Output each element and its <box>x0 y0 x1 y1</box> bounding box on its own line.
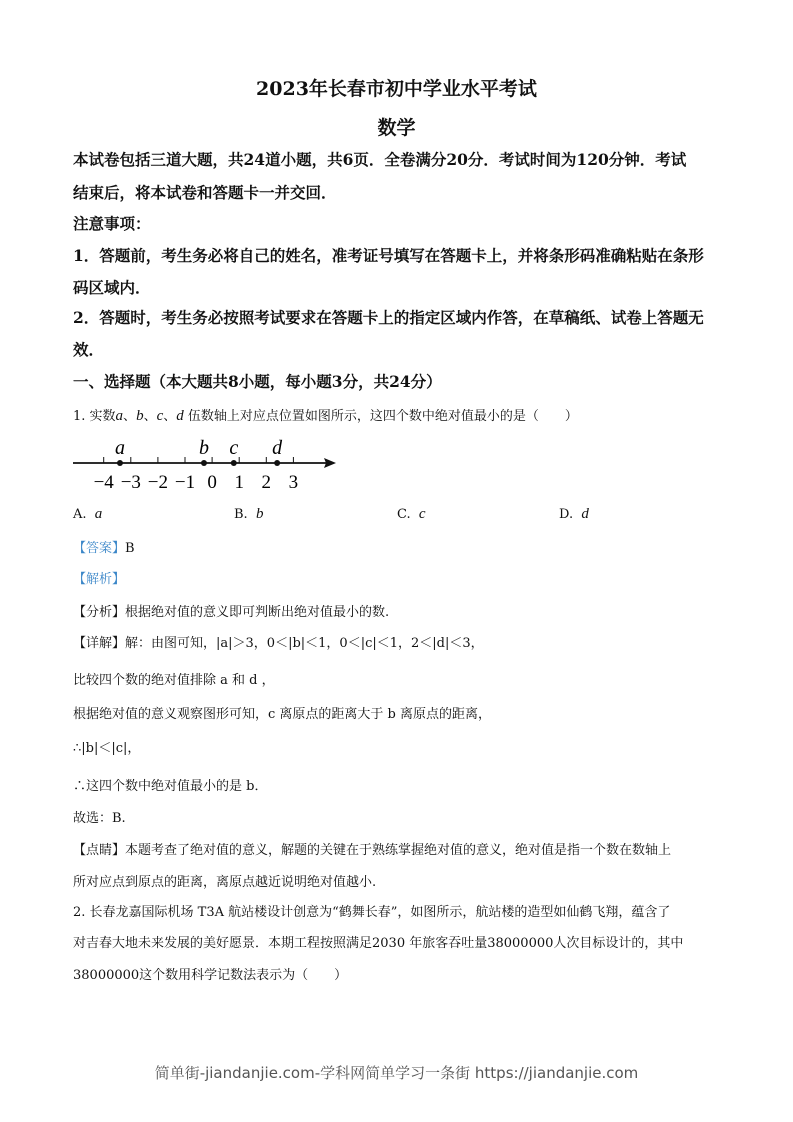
axis-tick-label: 1 <box>234 472 244 493</box>
notice-item: 2．答题时，考生务必按照考试要求在答题卡上的指定区域内作答，在草稿纸、试卷上答题无 <box>73 308 704 327</box>
analysis-label: 【解析】 <box>73 572 126 587</box>
axis-tick-label: 0 <box>207 472 217 493</box>
notice-item: 码区域内． <box>73 278 151 297</box>
axis-tick-label: 2 <box>261 472 272 493</box>
footer-watermark: 简单街-jiandanjie.com-学科网简单学习一条街 https://jiandanjie.com <box>154 1064 639 1082</box>
option-d: D. d <box>559 506 589 522</box>
axis-tick-label: −4 <box>93 472 114 493</box>
fenxi: 【分析】根据绝对值的意义即可判断出绝对值最小的数. <box>73 605 390 620</box>
solution-step: 比较四个数的绝对值排除 a 和 d ， <box>73 673 275 688</box>
axis-tick-label: 3 <box>288 472 299 493</box>
notice-item: 效． <box>73 340 105 359</box>
point-d <box>274 460 280 466</box>
number-line <box>0 430 360 500</box>
solution-step: ∴这四个数中绝对值最小的是 b． <box>73 779 268 794</box>
option-c: C. c <box>397 506 426 522</box>
dianjing-cont: 所对应点到原点的距离，离原点越近说明绝对值越小. <box>73 875 377 890</box>
subject-title: 数学 <box>377 117 416 139</box>
axis-tick-label: −1 <box>174 472 196 493</box>
solution-step: 根据绝对值的意义观察图形可知，c 离原点的距离大于 b 离原点的距离， <box>73 707 491 722</box>
solution-step: 故选：B. <box>73 811 126 826</box>
point-b <box>201 460 207 466</box>
notice-item: 1．答题前，考生务必将自己的姓名，准考证号填写在答题卡上，并将条形码准确粘贴在条形 <box>73 246 704 265</box>
question-2: 2. 长春龙嘉国际机场 T3A 航站楼设计创意为“鹤舞长春”，如图所示，航站楼的造型如仙鹤飞翔，蕴含了 <box>73 905 671 920</box>
option-a: A. a <box>73 506 103 522</box>
option-b: B. b <box>234 506 264 522</box>
instructions-line: 结束后，将本试卷和答题卡一并交回． <box>73 183 337 202</box>
point-c <box>231 460 237 466</box>
axis-tick-label: −2 <box>147 472 169 493</box>
axis-tick-label: −3 <box>120 472 141 493</box>
notice-heading: 注意事项： <box>73 214 151 233</box>
point-label-b: b <box>198 437 209 459</box>
solution-step: ∴|b|＜|c|， <box>73 741 141 756</box>
question-1: 1. 实数a、b、c、d 伍数轴上对应点位置如图所示，这四个数中绝对值最小的是（ ） <box>73 408 578 424</box>
xiangjie: 【详解】解：由图可知，|a|＞3，0＜|b|＜1，0＜|c|＜1，2＜|d|＜3， <box>73 636 484 651</box>
question-2-cont: 38000000这个数用科学记数法表示为（ ） <box>73 968 348 983</box>
answer: 【答案】B <box>73 541 135 556</box>
point-label-d: d <box>272 437 283 459</box>
point-label-c: c <box>229 437 239 459</box>
question-2-cont: 对吉春大地未来发展的美好愿景．本期工程按照满足2030 年旅客吞吐量38000000人次目标设计的，其中 <box>73 936 684 951</box>
section-heading: 一、选择题（本大题共8小题，每小题3分，共24分） <box>73 372 442 391</box>
exam-title: 2023年长春市初中学业水平考试 <box>256 78 537 100</box>
point-a <box>117 460 123 466</box>
point-label-a: a <box>114 437 125 459</box>
dianjing: 【点睛】本题考查了绝对值的意义，解题的关键在于熟练掌握绝对值的意义，绝对值是指一个数在数轴上 <box>73 843 672 858</box>
instructions-line: 本试卷包括三道大题，共24道小题，共6页．全卷满分20分．考试时间为120分钟．考试 <box>73 150 687 169</box>
